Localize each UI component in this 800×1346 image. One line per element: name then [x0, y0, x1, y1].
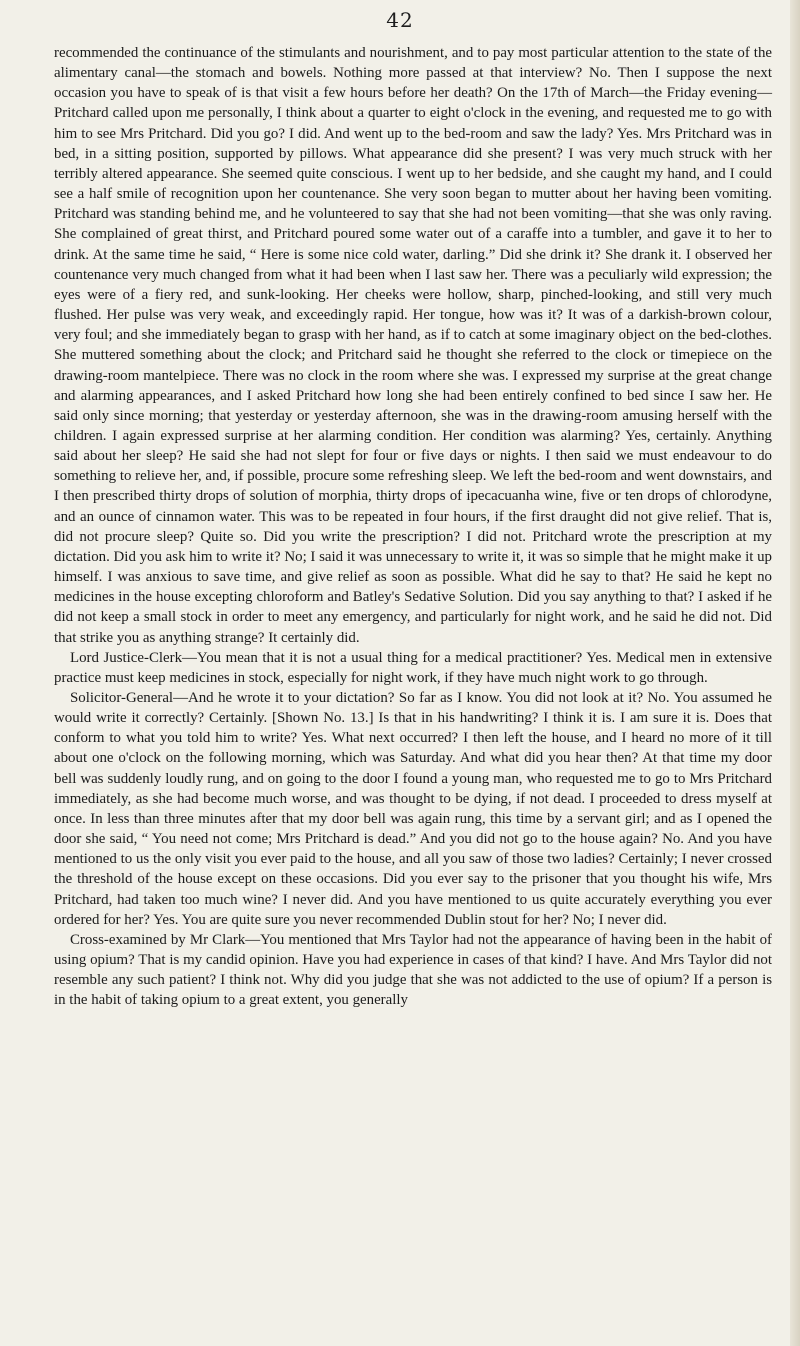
paragraph: Lord Justice-Clerk—You mean that it is not a usual thing for a medical practitioner? Yes. Medical men in extensive practice must keep medicines in stock, especially for night work, if they have much night work to go through.: [54, 649, 772, 686]
paragraph: Solicitor-General—And he wrote it to your dictation? So far as I know. You did not look at it? No. You assumed he would write it correctly? Certainly. [Shown No. 13.] Is that in his handwriting? I think it is. I am sure it is. Does that conform to what you told him to write? Yes. What next occurred? I then left the house, and I heard no more of it till about one o'clock on the following morning, which was Saturday. And what did you hear then? At that time my door bell was suddenly loudly rung, and on going to the door I found a young man, who requested me to go to Mrs Pritchard immediately, as she had become much worse, and was thought to be dying, if not dead. I proceeded to dress myself at once. In less than three minutes after that my door bell was again rung, this time by a servant girl; and as I opened the door she said, “ You need not come; Mrs Pritchard is dead.” And you did not go to the house again? No. And you have mentioned to us the only visit you ever paid to the house, and all you saw of those two ladies? Certainly; I never crossed the threshold of the house except on these occasions. Did you ever say to the prisoner that you thought his wife, Mrs Pritchard, had taken too much wine? I never did. And you have mentioned to us quite accurately everything you ever ordered for her? Yes. You are quite sure you never recommended Dublin stout for her? No; I never did.: [54, 690, 772, 928]
page-number: 42: [386, 8, 414, 32]
paragraph: Cross-examined by Mr Clark—You mentioned that Mrs Taylor had not the appearance of having been in the habit of using opium? That is my candid opinion. Have you had experience in cases of that kind? I have. And Mrs Taylor did not resemble any such patient? I think not. Why did you judge that she was not addicted to the use of opium? If a person is in the habit of taking opium to a great extent, you generally: [54, 931, 772, 1009]
paragraph: recommended the continuance of the stimulants and nourishment, and to pay most particular attention to the state of the alimentary canal—the stomach and bowels. Nothing more passed at that interview? No. Then I suppose the next occasion you have to speak of is that visit a few hours before her death? On the 17th of March—the Friday evening—Pritchard called upon me personally, I think about a quarter to eight o'clock in the evening, and requested me to go with him to see Mrs Pritchard. Did you go? I did. And went up to the bed-room and saw the lady? Yes. Mrs Pritchard was in bed, in a sitting position, supported by pillows. What appearance did she present? I was very much struck with her terribly altered appearance. She seemed quite conscious. I went up to her bedside, and she caught my hand, and I could see a half smile of recognition upon her countenance. She very soon began to mutter about her having been vomiting. Pritchard was standing behind me, and he volunteered to say that she had not been vomiting—that she was only raving. She complained of great thirst, and Pritchard poured some water out of a caraffe into a tumbler, and gave it to her to drink. At the same time he said, “ Here is some nice cold water, darling.” Did she drink it? She drank it. I observed her countenance very much changed from what it had been when I last saw her. There was a peculiarly wild expression; the eyes were of a fiery red, and sunk-looking. Her cheeks were hollow, sharp, pinched-looking, and still very much flushed. Her pulse was very weak, and exceedingly rapid. Her tongue, how was it? It was of a darkish-brown colour, very foul; and she immediately began to grasp with her hand, as if to catch at some imaginary object on the bed-clothes. She muttered something about the clock; and Pritchard said he thought she referred to the clock or timepiece on the drawing-room mantelpiece. There was no clock in the room where she was. I expressed my surprise at the great change and alarming appearances, and I asked Pritchard how long she had been entirely confined to bed since I saw her. He said only since morning; that yesterday or yesterday afternoon, she was in the drawing-room amusing herself with the children. I again expressed surprise at her alarming condition. Her condition was alarming? Yes, certainly. Anything said about her sleep? He said she had not slept for four or five days or nights. I then said we must endeavour to do something to relieve her, and, if possible, procure some refreshing sleep. We left the bed-room and went downstairs, and I then prescribed thirty drops of solution of morphia, thirty drops of ipecacuanha wine, five or ten drops of chlorodyne, and an ounce of cinnamon water. This was to be repeated in four hours, if the first draught did not give relief. That is, did not procure sleep? Quite so. Did you write the prescription? I did not. Pritchard wrote the prescription at my dictation. Did you ask him to write it? No; I said it was unnecessary to write it, it was so simple that he might make it up himself. I was anxious to save time, and give relief as soon as possible. What did he say to that? He said he kept no medicines in the house excepting chloroform and Batley's Sedative Solution. Did you say anything to that? I asked if he did not keep a small stock in order to meet any emergency, and particularly for night work, and he said he did not. Did that strike you as anything strange? It certainly did.: [54, 45, 772, 646]
body-text: [54, 43, 772, 1011]
page-edge-shadow: [790, 0, 800, 1346]
